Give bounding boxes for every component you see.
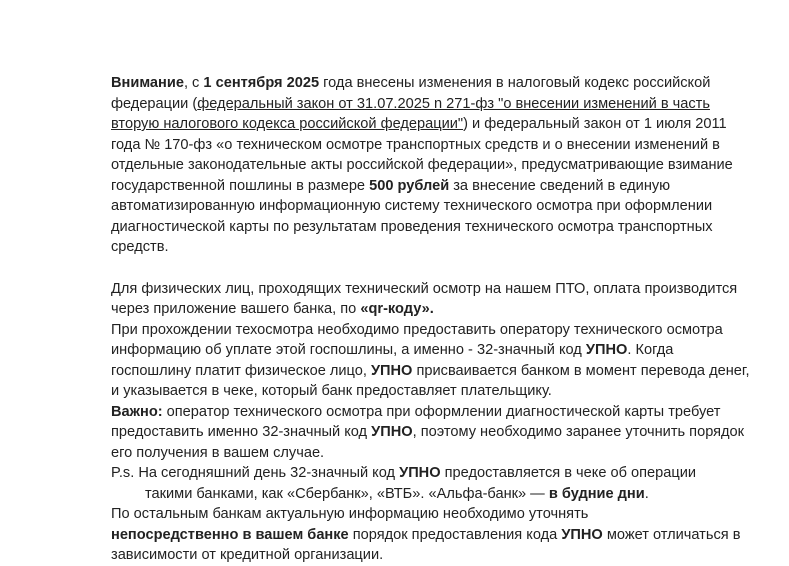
weekdays-label: в будние дни [548,485,645,502]
federal-law-link[interactable]: федеральный закон от 31.07.2025 n 271-фз "о внесении изменений в часть вторую налогового кодекса российской федерации" [111,95,710,132]
upno-label: УПНО [371,424,413,440]
notice-paragraph-payment [111,279,751,566]
upno-label: УПНО [585,342,628,358]
upno-label: УПНО [399,465,441,481]
ps-note: P.s. На сегодняшний день 32-значный код УПНО предоставляется в чеке об операции такими банками, как «Cбербанк», «ВТБ». «Альфа-банк» — в будние дни. [111,465,697,502]
upno-label: УПНО [561,526,603,543]
qr-code-label: «qr-коду». [360,301,434,317]
important-label: Важно: [111,403,163,420]
payment-qr-text: Для физических лиц, проходящих технический осмотр на нашем ПТО, оплата производится через приложение вашего банка, по «qr-коду». [111,280,738,317]
in-your-bank-label: непосредственно в вашем банке [111,526,349,543]
attention-label: Внимание [111,75,184,91]
upno-label: УПНО [370,362,413,379]
notice-document [111,73,751,566]
effective-date: 1 сентября 2025 [203,75,320,91]
important-note: Важно: оператор технического осмотра при оформлении диагностической карты требует предоставить именно 32-значный код УПНО, поэтому необходимо заранее уточнить порядок его получения в вашем случае. [111,403,745,461]
notice-paragraph-law-changes: Внимание, с 1 сентября 2025 года внесены изменения в налоговый кодекс российской федерации (федеральный закон от 31.07.2025 n 271-фз "о внесении изменений в часть вторую налогового кодекса российской федерации") и федеральный закон от 1 июля 2011 года № 170-фз «о техническом осмотре транспортных средств и о внесении изменений в отдельные законодательные акты российской федерации», предусматривающие взимание государственной пошлины в размере 500 рублей за внесение сведений в единую автоматизированную информационную систему технического осмотра при оформлении диагностической карты по результатам проведения технического осмотра транспортных средств. [111,75,733,255]
upno-requirement-text: При прохождении техосмотра необходимо предоставить оператору технического осмотра информацию об уплате этой госпошлины, а именно - 32-значный код УПНО. Когда госпошлину платит физическое лицо, УПНО присваивается банком в момент перевода денег, и указывается в чеке, который банк предоставляет плательщику. [111,321,750,399]
other-banks-note: По остальным банкам актуальную информацию необходимо уточнять непосредственно в вашем банке порядок предоставления кода УПНО может отличаться в зависимости от кредитной организации. [111,506,741,563]
fee-amount: 500 рублей [369,177,450,194]
paragraph-gap [111,258,751,279]
